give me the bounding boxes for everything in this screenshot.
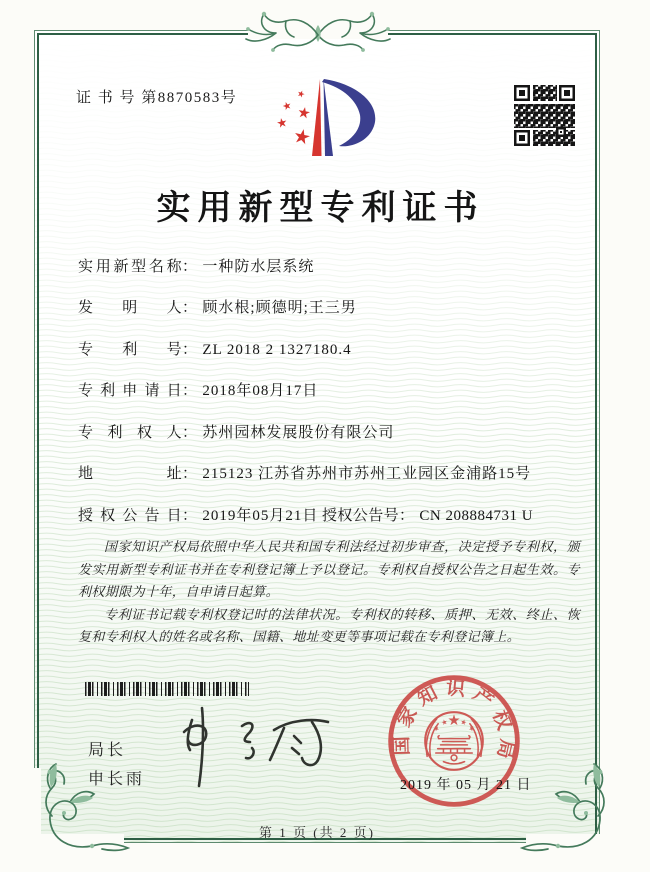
field-label: 地址 <box>78 466 182 482</box>
legal-paragraph-2: 专利证书记载专利权登记时的法律状况。专利权的转移、质押、无效、终止、恢复和专利权人的姓名或名称、国籍、地址变更等事项记载在专利登记簿上。 <box>78 606 580 644</box>
field-label: 发明人 <box>78 300 182 316</box>
page-number: 第 1 页 (共 2 页) <box>259 825 375 840</box>
field-label: 专利权人 <box>78 425 182 441</box>
field-colon: ： <box>182 300 198 316</box>
field-value: 一种防水层系统 <box>202 259 315 275</box>
field-colon: ： <box>182 508 198 524</box>
signer-name: 申长雨 <box>88 771 146 788</box>
certificate-title: 实用新型专利证书 <box>156 190 485 227</box>
field-colon: ： <box>182 259 198 275</box>
field-colon: ： <box>399 508 415 524</box>
field-row-patentee <box>78 421 590 442</box>
handwritten-signature-icon <box>162 698 342 798</box>
field-label: 专利申请日 <box>78 383 182 399</box>
field-row-inventors <box>78 296 590 317</box>
field-value: 2019年05月21日 <box>202 508 319 524</box>
field-row-name <box>78 255 590 276</box>
field-value: 215123 江苏省苏州市苏州工业园区金浦路15号 <box>202 466 532 482</box>
field-row-grant-date <box>78 504 590 525</box>
field-row-patent-no <box>78 338 590 359</box>
cnipa-logo-icon <box>258 76 390 160</box>
legal-paragraph-1: 国家知识产权局依照中华人民共和国专利法经过初步审查，决定授予专利权，颁发实用新型专利证书并在专利登记簿上予以登记。专利权自授权公告之日起生效。专利权期限为十年，自申请日起算。 <box>78 539 580 599</box>
field-value: 顾水根;顾德明;王三男 <box>202 300 357 316</box>
seal-agency-text: 国家知识产权局 <box>391 677 518 768</box>
signer-title: 局长 <box>88 742 127 759</box>
field-value: 苏州园林发展股份有限公司 <box>202 425 395 441</box>
certificate-content <box>34 30 600 843</box>
qr-code-icon <box>513 84 576 147</box>
signer-block <box>88 736 145 794</box>
field-label: 授权公告日 <box>78 508 182 524</box>
field-grant-publication-no <box>322 504 533 525</box>
field-value: CN 208884731 U <box>419 508 534 524</box>
certificate-number: 证 书 号 第8870583号 <box>76 90 238 106</box>
field-value: ZL 2018 2 1327180.4 <box>202 342 352 358</box>
legal-text-block <box>78 536 580 649</box>
field-label: 授权公告号 <box>322 508 400 524</box>
field-colon: ： <box>182 425 198 441</box>
field-row-address <box>78 462 590 483</box>
field-colon: ： <box>182 383 198 399</box>
national-emblem-icon <box>425 712 483 770</box>
seal-date: 2019 年 05 月 21 日 <box>400 778 532 793</box>
field-label: 专利号 <box>78 342 182 358</box>
field-colon: ： <box>182 466 198 482</box>
field-colon: ： <box>182 342 198 358</box>
field-row-filing-date <box>78 379 590 400</box>
field-value: 2018年08月17日 <box>202 383 319 399</box>
barcode <box>85 682 249 696</box>
field-label: 实用新型名称 <box>78 259 182 275</box>
